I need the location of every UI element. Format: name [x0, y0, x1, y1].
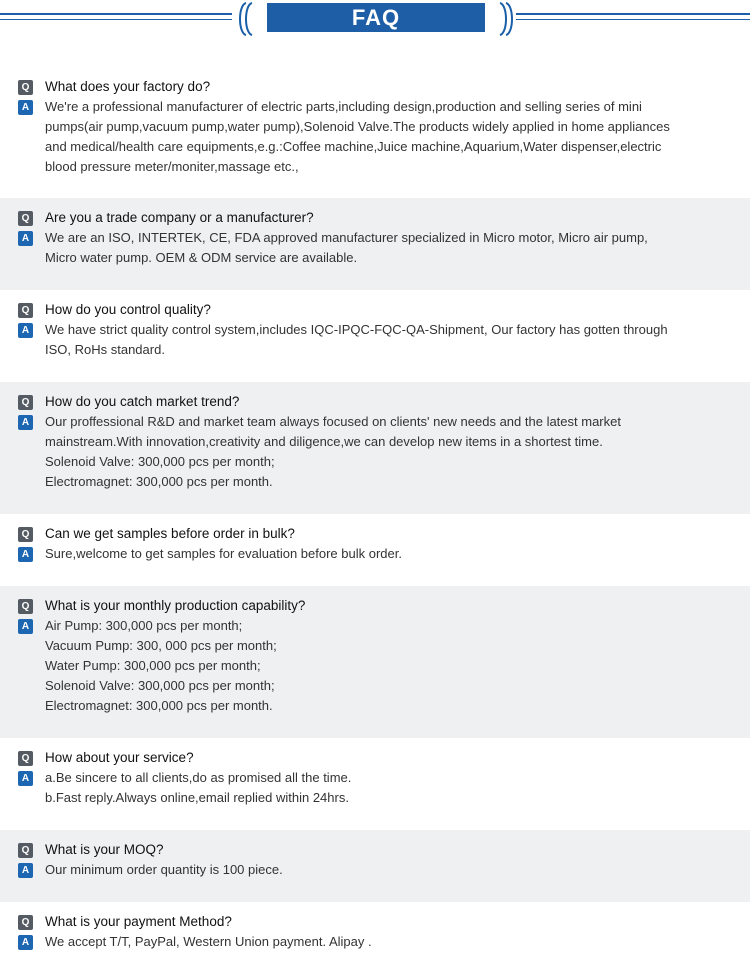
- answer-text: [45, 544, 730, 564]
- question-badge-icon: Q: [18, 303, 33, 318]
- answer-line: We're a professional manufacturer of electric parts,including design,production and selling series of mini: [45, 99, 642, 114]
- question-text: What is your payment Method?: [45, 914, 232, 929]
- faq-question: [0, 300, 750, 320]
- faq-question: [0, 748, 750, 768]
- answer-line: We are an ISO, INTERTEK, CE, FDA approved manufacturer specialized in Micro motor, Micro air pump,: [45, 230, 648, 245]
- header-rule-right-thin: [516, 19, 750, 20]
- answer-text: [45, 932, 730, 952]
- faq-answer: [0, 860, 750, 880]
- faq-answer: [0, 97, 750, 177]
- faq-item: [0, 198, 750, 290]
- answer-badge-icon: A: [18, 863, 33, 878]
- header-rule-right: [516, 13, 750, 15]
- faq-question: [0, 524, 750, 544]
- answer-line: Electromagnet: 300,000 pcs per month.: [45, 474, 273, 489]
- question-badge-icon: Q: [18, 395, 33, 410]
- answer-line: mainstream.With innovation,creativity and diligence,we can develop new items in a shortest time.: [45, 434, 603, 449]
- faq-answer: [0, 228, 750, 268]
- answer-badge-icon: A: [18, 100, 33, 115]
- answer-badge-icon: A: [18, 415, 33, 430]
- faq-item: [0, 830, 750, 902]
- faq-item: [0, 290, 750, 382]
- question-text: What is your MOQ?: [45, 842, 164, 857]
- faq-item: [0, 738, 750, 830]
- question-badge-icon: Q: [18, 211, 33, 226]
- faq-answer: [0, 768, 750, 808]
- answer-text: [45, 768, 730, 808]
- faq-answer: [0, 412, 750, 492]
- faq-item: [0, 67, 750, 198]
- faq-item: [0, 382, 750, 514]
- faq-item: [0, 902, 750, 972]
- answer-line: blood pressure meter/moniter,massage etc.,: [45, 159, 299, 174]
- question-text: How do you control quality?: [45, 302, 211, 317]
- answer-text: [45, 860, 730, 880]
- answer-line: We accept T/T, PayPal, Western Union payment. Alipay .: [45, 934, 372, 949]
- answer-line: Our proffessional R&D and market team always focused on clients' new needs and the latest market: [45, 414, 621, 429]
- question-badge-icon: Q: [18, 527, 33, 542]
- question-badge-icon: Q: [18, 599, 33, 614]
- faq-answer: [0, 616, 750, 716]
- answer-line: Vacuum Pump: 300, 000 pcs per month;: [45, 638, 277, 653]
- answer-line: ISO, RoHs standard.: [45, 342, 165, 357]
- faq-answer: [0, 544, 750, 564]
- answer-text: [45, 616, 730, 716]
- header-rule-left-thin: [0, 19, 232, 20]
- faq-header: [0, 0, 750, 40]
- question-text: Are you a trade company or a manufacturer?: [45, 210, 314, 225]
- question-text: How about your service?: [45, 750, 194, 765]
- answer-line: Solenoid Valve: 300,000 pcs per month;: [45, 454, 275, 469]
- answer-line: b.Fast reply.Always online,email replied within 24hrs.: [45, 790, 349, 805]
- question-text: Can we get samples before order in bulk?: [45, 526, 295, 541]
- faq-question: [0, 77, 750, 97]
- answer-badge-icon: A: [18, 771, 33, 786]
- faq-item: [0, 586, 750, 738]
- right-bracket-icon: [494, 2, 518, 36]
- question-text: What does your factory do?: [45, 79, 211, 94]
- page-title: FAQ: [267, 3, 485, 32]
- answer-line: Our minimum order quantity is 100 piece.: [45, 862, 283, 877]
- faq-question: [0, 392, 750, 412]
- question-badge-icon: Q: [18, 751, 33, 766]
- answer-line: and medical/health care equipments,e.g.:Coffee machine,Juice machine,Aquarium,Water dispenser,electric: [45, 139, 662, 154]
- answer-text: [45, 320, 730, 360]
- answer-line: a.Be sincere to all clients,do as promised all the time.: [45, 770, 352, 785]
- left-bracket-icon: [234, 2, 258, 36]
- answer-badge-icon: A: [18, 323, 33, 338]
- answer-badge-icon: A: [18, 935, 33, 950]
- answer-text: [45, 228, 730, 268]
- answer-line: pumps(air pump,vacuum pump,water pump),Solenoid Valve.The products widely applied in home appliances: [45, 119, 670, 134]
- answer-line: We have strict quality control system,includes IQC-IPQC-FQC-QA-Shipment, Our factory has gotten through: [45, 322, 668, 337]
- answer-line: Solenoid Valve: 300,000 pcs per month;: [45, 678, 275, 693]
- question-badge-icon: Q: [18, 843, 33, 858]
- header-rule-left: [0, 13, 232, 15]
- faq-question: [0, 208, 750, 228]
- faq-answer: [0, 932, 750, 952]
- answer-text: [45, 412, 730, 492]
- question-text: What is your monthly production capability?: [45, 598, 306, 613]
- answer-badge-icon: A: [18, 547, 33, 562]
- answer-line: Micro water pump. OEM & ODM service are available.: [45, 250, 358, 265]
- faq-list: [0, 67, 750, 972]
- answer-badge-icon: A: [18, 231, 33, 246]
- faq-question: [0, 596, 750, 616]
- answer-line: Electromagnet: 300,000 pcs per month.: [45, 698, 273, 713]
- answer-text: [45, 97, 730, 177]
- question-badge-icon: Q: [18, 915, 33, 930]
- answer-line: Sure,welcome to get samples for evaluation before bulk order.: [45, 546, 402, 561]
- faq-item: [0, 514, 750, 586]
- answer-line: Air Pump: 300,000 pcs per month;: [45, 618, 243, 633]
- question-badge-icon: Q: [18, 80, 33, 95]
- question-text: How do you catch market trend?: [45, 394, 240, 409]
- answer-line: Water Pump: 300,000 pcs per month;: [45, 658, 261, 673]
- faq-question: [0, 840, 750, 860]
- faq-answer: [0, 320, 750, 360]
- answer-badge-icon: A: [18, 619, 33, 634]
- faq-question: [0, 912, 750, 932]
